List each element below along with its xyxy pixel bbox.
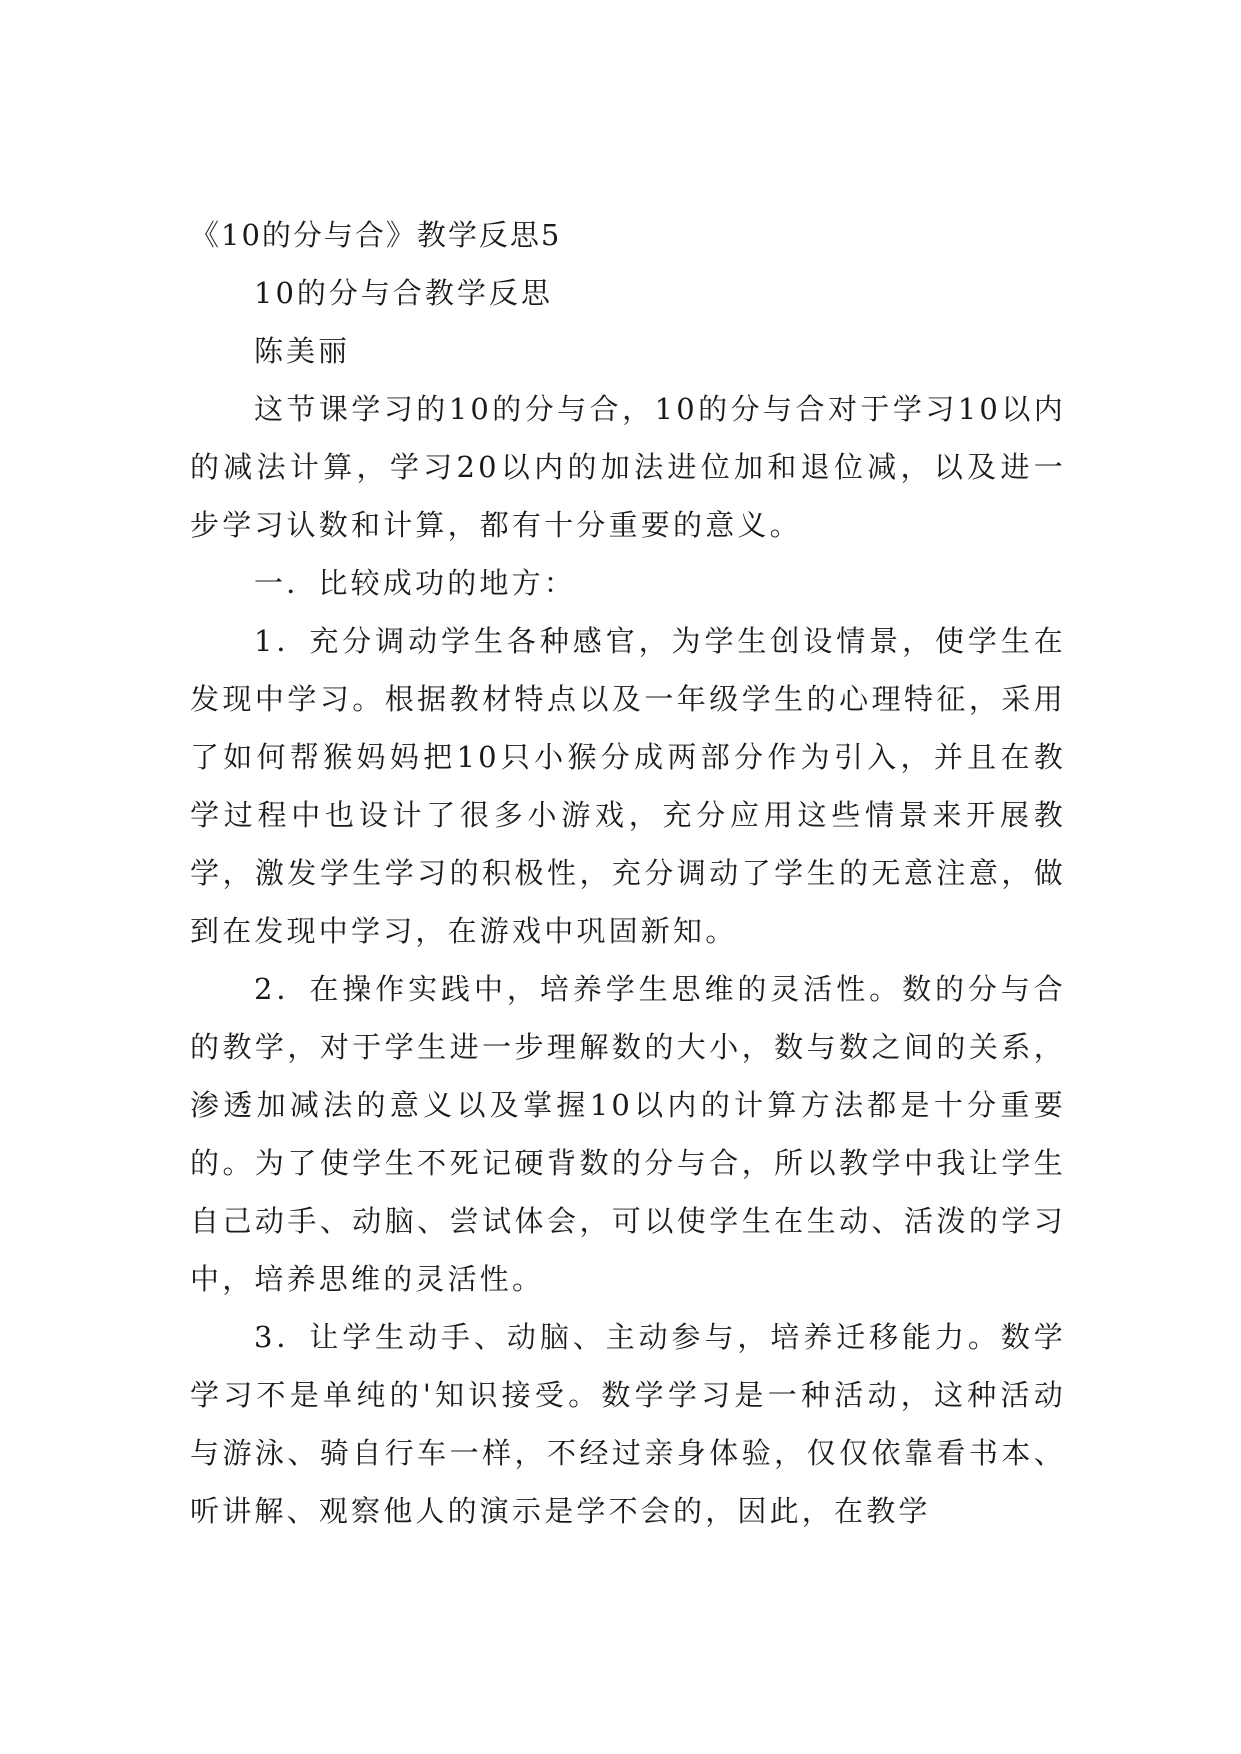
- section-heading-success: 一．比较成功的地方：: [254, 566, 577, 600]
- document-title: 《10的分与合》教学反思5: [190, 218, 562, 252]
- paragraph-point-2: 2．在操作实践中，培养学生思维的灵活性。数的分与合的教学，对于学生进一步理解数的大小，数与数之间的关系，渗透加减法的意义以及掌握10以内的计算方法都是十分重要的。为了使学生不死记硬背数的分与合，所以教学中我让学生自己动手、动脑、尝试体会，可以使学生在生动、活泼的学习中，培养思维的灵活性。: [190, 972, 1066, 1296]
- document-body: [190, 206, 1066, 1540]
- paragraph-intro: 这节课学习的10的分与合，10的分与合对于学习10以内的减法计算，学习20以内的加法进位加和退位减，以及进一步学习认数和计算，都有十分重要的意义。: [190, 392, 1066, 542]
- document-subtitle: 10的分与合教学反思: [254, 276, 553, 310]
- paragraph-point-3: 3．让学生动手、动脑、主动参与，培养迁移能力。数学学习不是单纯的'知识接受。数学学习是一种活动，这种活动与游泳、骑自行车一样，不经过亲身体验，仅仅依靠看书本、听讲解、观察他人的演示是学不会的，因此，在教学: [190, 1320, 1066, 1528]
- document-author: 陈美丽: [254, 334, 351, 368]
- paragraph-point-1: 1．充分调动学生各种感官，为学生创设情景，使学生在发现中学习。根据教材特点以及一年级学生的心理特征，采用了如何帮猴妈妈把10只小猴分成两部分作为引入，并且在教学过程中也设计了很多小游戏，充分应用这些情景来开展教学，激发学生学习的积极性，充分调动了学生的无意注意，做到在发现中学习，在游戏中巩固新知。: [190, 624, 1066, 948]
